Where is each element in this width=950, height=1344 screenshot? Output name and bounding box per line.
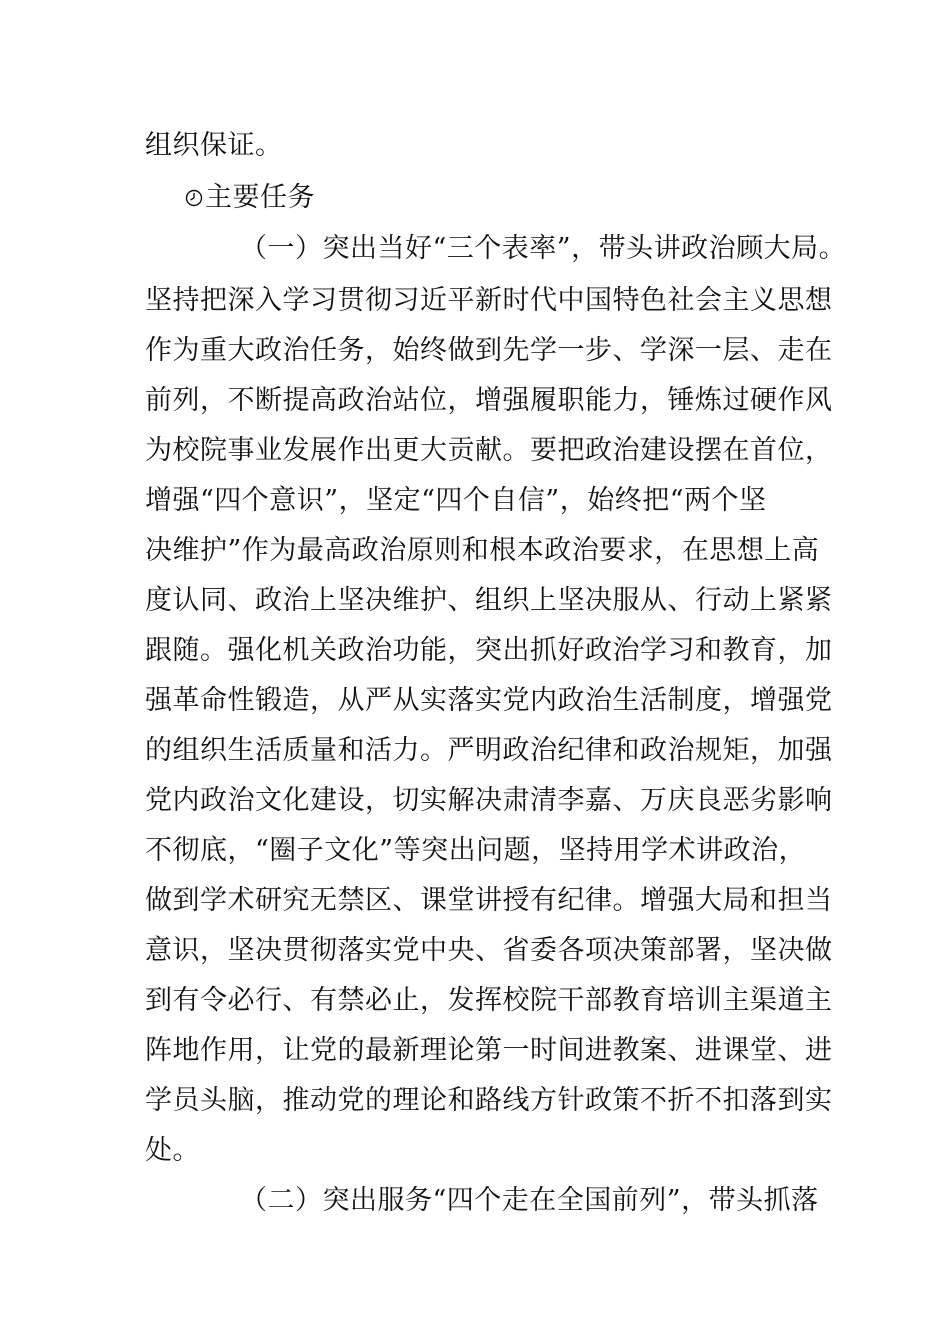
text-line-5: 作为重大政治任务，始终做到先学一步、学深一层、走在 xyxy=(145,335,833,366)
text-line-8: 增强“四个意识”，坚定“四个自信”，始终把“两个坚 xyxy=(145,485,767,516)
text-line-1: 组织保证。 xyxy=(145,130,283,161)
text-line-18: 到有令必行、有禁必止，发挥校院干部教育培训主渠道主 xyxy=(145,985,833,1016)
text-line-17: 意识，坚决贯彻落实党中央、省委各项决策部署，坚决做 xyxy=(145,935,833,966)
text-line-13: 的组织生活质量和活力。严明政治纪律和政治规矩，加强 xyxy=(145,735,833,766)
text-line-12: 强革命性锻造，从严从实落实党内政治生活制度，增强党 xyxy=(145,685,833,716)
text-line-19: 阵地作用，让党的最新理论第一时间进教案、进课堂、进 xyxy=(145,1035,833,1066)
section-heading-label: 主要任务 xyxy=(205,182,315,213)
text-line-7: 为校院事业发展作出更大贡献。要把政治建设摆在首位， xyxy=(145,435,833,466)
text-line-20: 学员头脑，推动党的理论和路线方针政策不折不扣落到实 xyxy=(145,1085,833,1116)
text-line-15: 不彻底，“圈子文化”等突出问题，坚持用学术讲政治， xyxy=(145,835,807,866)
text-line-6: 前列，不断提高政治站位，增强履职能力，锤炼过硬作风 xyxy=(145,385,833,416)
text-line-14: 党内政治文化建设，切实解决肃清李嘉、万庆良恶劣影响 xyxy=(145,785,833,816)
text-line-21: 处。 xyxy=(145,1135,200,1166)
subsection-heading-1: （一）突出当好“三个表率”，带头讲政治顾大局。 xyxy=(240,233,847,264)
text-line-4: 坚持把深入学习贯彻习近平新时代中国特色社会主义思想 xyxy=(145,285,833,316)
section-heading-main-tasks xyxy=(185,180,315,216)
text-line-9: 决维护”作为最高政治原则和根本政治要求，在思想上高 xyxy=(145,535,820,566)
clock-icon xyxy=(185,181,203,199)
text-line-10: 度认同、政治上坚决维护、组织上坚决服从、行动上紧紧 xyxy=(145,585,833,616)
text-line-11: 跟随。强化机关政治功能，突出抓好政治学习和教育，加 xyxy=(145,635,833,666)
subsection-heading-2: （二）突出服务“四个走在全国前列”，带头抓落 xyxy=(240,1185,819,1216)
text-line-16: 做到学术研究无禁区、课堂讲授有纪律。增强大局和担当 xyxy=(145,885,833,916)
